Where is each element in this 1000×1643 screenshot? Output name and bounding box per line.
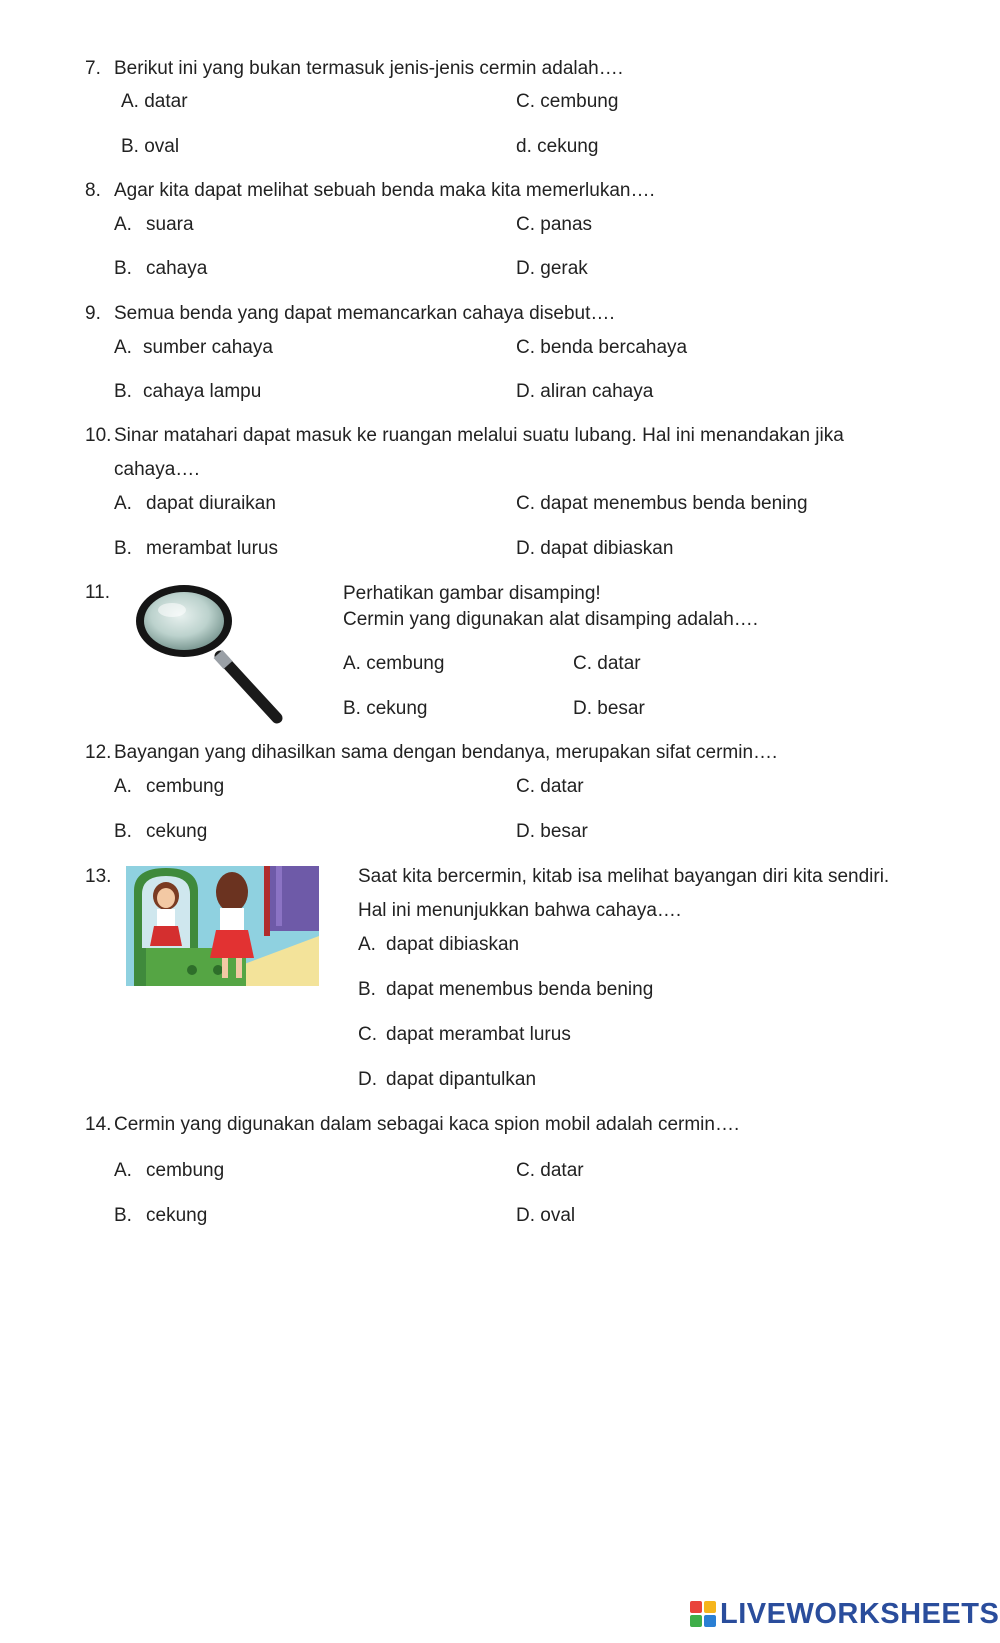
option-a[interactable]: A. cembung	[343, 653, 445, 674]
question-number: 13.	[85, 866, 112, 887]
option-b-letter: B.	[358, 979, 376, 1000]
girl-at-mirror-illustration	[126, 866, 319, 986]
magnifying-glass-icon	[132, 580, 292, 730]
option-c[interactable]: C. panas	[516, 214, 593, 235]
option-c[interactable]: C. cembung	[516, 91, 619, 112]
option-b[interactable]: cahaya	[146, 258, 208, 279]
mark-square-2	[704, 1601, 716, 1613]
option-c[interactable]: C. datar	[516, 1160, 584, 1181]
option-a-letter: A.	[114, 214, 132, 235]
option-d-letter: D.	[358, 1069, 377, 1090]
option-b[interactable]: cekung	[146, 1205, 208, 1226]
option-d[interactable]: D. aliran cahaya	[516, 381, 654, 402]
question-text-continued: cahaya….	[114, 459, 200, 480]
option-a-letter: A.	[114, 337, 132, 358]
option-c[interactable]: C. benda bercahaya	[516, 337, 688, 358]
option-a-letter: A.	[114, 493, 132, 514]
option-c[interactable]: C. datar	[516, 776, 584, 797]
option-b-letter: B.	[114, 381, 132, 402]
option-a[interactable]: dapat dibiaskan	[386, 934, 520, 955]
question-text: Berikut ini yang bukan termasuk jenis-jenis cermin adalah….	[114, 58, 624, 79]
option-a-letter: A.	[358, 934, 376, 955]
option-d[interactable]: D. besar	[516, 821, 588, 842]
question-number: 10.	[85, 425, 112, 446]
question-text: Perhatikan gambar disamping!	[343, 583, 601, 604]
option-a[interactable]: dapat diuraikan	[146, 493, 276, 514]
option-d[interactable]: D. gerak	[516, 258, 588, 279]
option-b[interactable]: cekung	[146, 821, 208, 842]
question-text-continued: Hal ini menunjukkan bahwa cahaya….	[358, 900, 682, 921]
option-b-letter: B.	[114, 258, 132, 279]
option-c-letter: C.	[358, 1024, 377, 1045]
question-number: 8.	[85, 180, 101, 201]
option-d[interactable]: D. dapat dibiaskan	[516, 538, 674, 559]
question-text: Agar kita dapat melihat sebuah benda maka kita memerlukan….	[114, 180, 655, 201]
option-c[interactable]: dapat merambat lurus	[386, 1024, 571, 1045]
question-number: 7.	[85, 58, 101, 79]
question-text: Cermin yang digunakan dalam sebagai kaca spion mobil adalah cermin….	[114, 1114, 740, 1135]
option-a[interactable]: cembung	[146, 1160, 225, 1181]
option-d[interactable]: D. oval	[516, 1205, 576, 1226]
liveworksheets-mark-icon	[690, 1601, 716, 1627]
question-number: 9.	[85, 303, 101, 324]
brand-name: LIVEWORKSHEETS	[720, 1598, 1000, 1630]
option-a[interactable]: suara	[146, 214, 194, 235]
option-a[interactable]: cembung	[146, 776, 225, 797]
option-b[interactable]: merambat lurus	[146, 538, 278, 559]
option-a[interactable]: sumber cahaya	[143, 337, 273, 358]
option-a-letter: A.	[114, 1160, 132, 1181]
option-d[interactable]: dapat dipantulkan	[386, 1069, 537, 1090]
option-c[interactable]: C. dapat menembus benda bening	[516, 493, 808, 514]
option-b-letter: B.	[114, 1205, 132, 1226]
question-text: Bayangan yang dihasilkan sama dengan bendanya, merupakan sifat cermin….	[114, 742, 778, 763]
option-a-letter: A.	[114, 776, 132, 797]
option-d[interactable]: d. cekung	[516, 136, 599, 157]
option-c[interactable]: C. datar	[573, 653, 641, 674]
option-b[interactable]: B. cekung	[343, 698, 428, 719]
option-b-letter: B.	[114, 821, 132, 842]
option-b-letter: B.	[114, 538, 132, 559]
question-text-continued: Cermin yang digunakan alat disamping adalah….	[343, 609, 759, 630]
mark-square-4	[704, 1615, 716, 1627]
question-number: 11.	[85, 582, 111, 603]
option-b[interactable]: cahaya lampu	[143, 381, 262, 402]
liveworksheets-logo[interactable]	[690, 1596, 999, 1632]
question-text: Semua benda yang dapat memancarkan cahaya disebut….	[114, 303, 615, 324]
question-number: 14.	[85, 1114, 112, 1135]
question-text: Saat kita bercermin, kitab isa melihat bayangan diri kita sendiri.	[358, 866, 890, 887]
mark-square-1	[690, 1601, 702, 1613]
option-d[interactable]: D. besar	[573, 698, 645, 719]
question-number: 12.	[85, 742, 112, 763]
mark-square-3	[690, 1615, 702, 1627]
option-b[interactable]: B. oval	[121, 136, 180, 157]
option-b[interactable]: dapat menembus benda bening	[386, 979, 654, 1000]
option-a[interactable]: A. datar	[121, 91, 188, 112]
question-text: Sinar matahari dapat masuk ke ruangan melalui suatu lubang. Hal ini menandakan jika	[114, 425, 844, 446]
